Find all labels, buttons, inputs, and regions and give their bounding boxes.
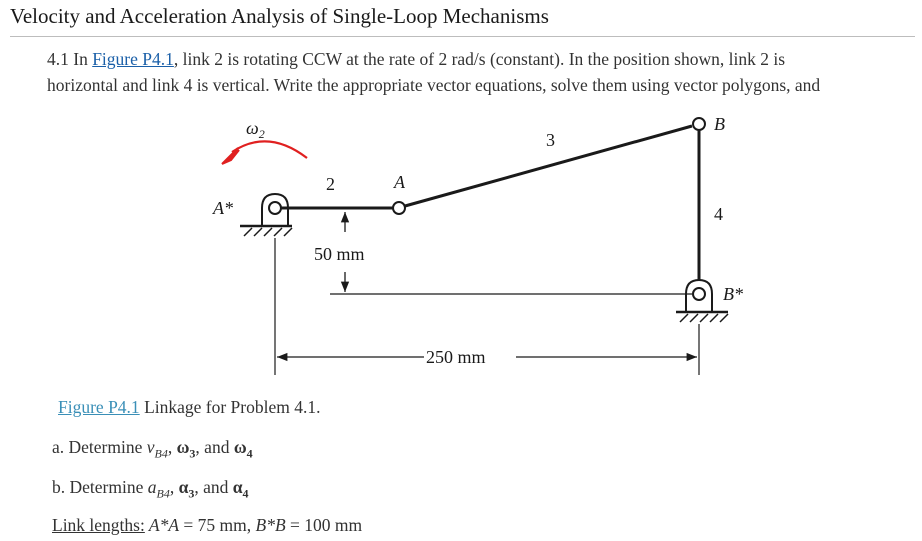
omega-rotation-arrow [232,141,307,158]
dim-horizontal-label: 250 mm [426,347,486,367]
link-a-value: = 75 mm, [179,515,256,535]
link-lengths-label: Link lengths: [52,515,145,535]
problem-text-pre: In [68,49,93,69]
label-link-3: 3 [546,130,555,150]
joint-b [693,118,705,130]
question-a [52,437,253,462]
v-b4: $v_{B4}$ [146,437,168,461]
ground-pivot-b-star [676,280,728,322]
and-a: , and [195,437,234,457]
and-b: , and [194,477,233,497]
label-link-4: 4 [714,204,723,224]
alpha-4: $\alpha_4$ [232,477,249,501]
problem-text-line1: , link 2 is rotating CCW at the rate of 2 rad/s (constant). In the position shown, link 2 is [173,49,786,69]
joint-a [393,202,405,214]
label-b: B [714,114,725,134]
alpha-3: $\alpha_3$ [178,477,195,501]
figure-caption [58,397,320,418]
problem-line-2: horizontal and link 4 is vertical. Write the appropriate vector equations, solve them using vector polygons, and [47,75,821,95]
question-a-prefix: a. Determine [52,437,147,457]
label-a-star: A* [213,198,233,218]
label-link-2: 2 [326,174,335,194]
omega-arrowhead [222,148,239,164]
question-b-prefix: b. Determine [52,477,148,497]
link-b-name: B*B [255,515,286,535]
link-lengths [52,515,362,536]
label-a: A [394,172,405,192]
omega-label: $\omega_2$ [246,118,265,141]
question-b [52,477,249,502]
ground-pivot-a-star [240,194,292,236]
dim-vertical-label: 50 mm [314,244,365,264]
label-b-star: B* [723,284,743,304]
a-b4: $a_{B4}$ [147,477,170,501]
omega-4: $\omega_4$ [233,437,253,461]
figure-reference-link[interactable]: Figure P4.1 [92,49,174,69]
link-b-value: = 100 mm [285,515,363,535]
comma-1: , [167,437,177,457]
caption-figure-link[interactable]: Figure P4.1 [58,397,140,417]
caption-text: Linkage for Problem 4.1. [139,397,321,417]
comma-2: , [169,477,179,497]
link-a-name: A*A [144,515,180,535]
problem-number: 4.1 [47,49,69,69]
omega-3: $\omega_3$ [176,437,196,461]
page-title: Velocity and Acceleration Analysis of Single-Loop Mechanisms [10,4,549,28]
